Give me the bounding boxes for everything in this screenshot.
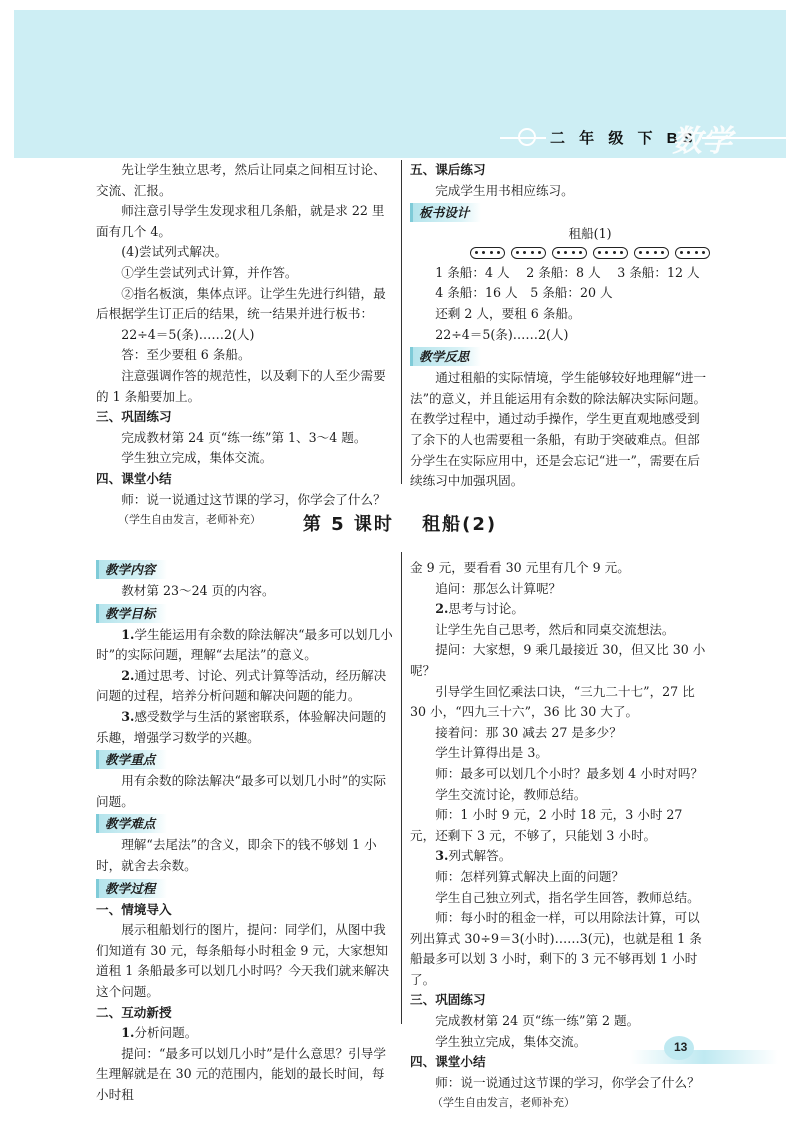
section-heading: 一、情境导入 <box>96 901 172 917</box>
board-line: 22÷4＝5(条)……2(人) <box>435 326 569 342</box>
paragraph: 先让学生独立思考，然后让同桌之间相互讨论、交流、汇报。 <box>96 162 386 198</box>
reflection-text: 通过租船的实际情境，学生能够较好地理解“进一法”的意义，并且能运用有余数的除法解决实际问题。在教学过程中，通过动手操作，学生更直观地感受到了余下的人也需要租一条船，有助于突破难点。但部分学生在实际应用中，还是会忘记“进一”，需要在后续练习中加强巩固。 <box>410 370 707 489</box>
goal-item <box>96 666 394 707</box>
grade-label: 二 年 级 下 BS <box>546 127 702 148</box>
paragraph: 师：1 小时 9 元，2 小时 18 元，3 小时 27 元，还剩下 3 元，不够了，只能划 3 小时。 <box>410 807 683 843</box>
boat-icon <box>511 247 546 259</box>
boat-icon <box>593 247 628 259</box>
boat-icon <box>634 247 669 259</box>
paragraph: ②指名板演，集体点评。让学生先进行纠错，最后根据学生订正后的结果，统一结果并进行板书： <box>96 285 386 322</box>
boats-row <box>470 247 710 259</box>
section-heading: 三、巩固练习 <box>96 409 172 425</box>
goal-number: 3. <box>121 708 135 724</box>
paragraph: 提问：“最多可以划几小时”是什么意思？引导学生理解就是在 30 元的范围内，能划的最长时间，每小时租 <box>96 1045 386 1102</box>
paragraph: 完成教材第 24 页“练一练”第 1、3～4 题。 <box>121 429 367 445</box>
paragraph: 师：说一说通过这节课的学习，你学会了什么？ <box>121 491 386 507</box>
top-left-column <box>96 160 394 531</box>
paragraph: 完成学生用书相应练习。 <box>435 182 574 198</box>
paragraph: 接着问：那 30 减去 27 是多少？ <box>435 724 622 740</box>
paragraph: 学生独立完成，集体交流。 <box>121 450 273 466</box>
page-number: 13 <box>674 1040 688 1054</box>
section-heading: 三、巩固练习 <box>410 992 486 1008</box>
paragraph: 教材第 23～24 页的内容。 <box>121 583 275 598</box>
board-line: 还剩 2 人，要租 6 条船。 <box>435 305 581 321</box>
section-heading: 五、课后练习 <box>410 162 486 177</box>
badge-board-design: 板书设计 <box>410 203 481 222</box>
board-line: 4 条船：16 人 5 条船：20 人 <box>435 285 613 301</box>
step-text: 分析问题。 <box>134 1025 198 1041</box>
top-right-column <box>410 160 710 492</box>
step-text: 思考与讨论。 <box>448 601 524 617</box>
step-item <box>96 1023 394 1044</box>
badge-reflection: 教学反思 <box>410 347 481 366</box>
step-number: 1. <box>121 1025 135 1041</box>
boat-icon <box>470 247 505 259</box>
paragraph: 学生交流讨论，教师总结。 <box>435 786 587 802</box>
goal-item <box>96 707 394 748</box>
paragraph: (4)尝试列式解决。 <box>121 244 228 260</box>
paragraph: 让学生先自己思考，然后和同桌交流想法。 <box>435 621 675 637</box>
badge-content: 教学内容 <box>96 560 167 579</box>
goal-text: 学生能运用有余数的除法解决“最多可以划几小时”的实际问题，理解“去尾法”的意义。 <box>96 626 393 663</box>
page-number-decoration <box>630 1050 778 1064</box>
step-number: 2. <box>435 601 449 617</box>
goal-item <box>96 625 394 666</box>
section-heading: 四、课堂小结 <box>410 1054 486 1070</box>
goal-text: 感受数学与生活的紧密联系，体验解决问题的乐趣，增强学习数学的兴趣。 <box>96 708 387 745</box>
badge-goals: 教学目标 <box>96 604 167 623</box>
section-heading: 四、课堂小结 <box>96 470 172 486</box>
goal-number: 2. <box>121 667 135 683</box>
bubble-icon <box>518 128 536 146</box>
paragraph: 学生独立完成，集体交流。 <box>435 1033 587 1049</box>
column-divider <box>401 160 402 484</box>
note: （学生自由发言，老师补充） <box>118 513 261 527</box>
equation: 22÷4＝5(条)……2(人) <box>121 326 255 342</box>
lesson-title: 第 5 课时 租船(2) <box>302 514 498 535</box>
paragraph: ①学生尝试列式计算，并作答。 <box>121 264 298 280</box>
badge-key-points: 教学重点 <box>96 750 167 769</box>
paragraph: 学生计算得出是 3。 <box>435 745 548 761</box>
paragraph: 提问：大家想，9 乘几最接近 30，但又比 30 小呢？ <box>410 642 706 678</box>
boat-icon <box>675 247 710 259</box>
badge-difficult-points: 教学难点 <box>96 814 167 833</box>
goal-text: 通过思考、讨论、列式计算等活动，经历解决问题的过程，培养分析问题和解决问题的能力。 <box>96 667 387 704</box>
paragraph: 注意强调作答的规范性，以及剩下的人至少需要的 1 条船要加上。 <box>96 367 386 404</box>
section-heading: 二、互动新授 <box>96 1004 172 1020</box>
board-line: 1 条船：4 人 2 条船：8 人 3 条船：12 人 <box>435 264 700 280</box>
column-divider <box>401 552 402 1024</box>
step-item <box>410 846 710 867</box>
paragraph: 师：怎样列算式解决上面的问题？ <box>435 868 625 884</box>
badge-process: 教学过程 <box>96 879 167 898</box>
step-text: 列式解答。 <box>448 848 512 864</box>
paragraph: 引导学生回忆乘法口诀，“三九二十七”，27 比 30 小，“四九三十六”，36 比 30 大了。 <box>410 683 695 720</box>
step-item <box>410 599 710 620</box>
bottom-right-column <box>410 558 710 1114</box>
goal-number: 1. <box>121 626 135 642</box>
board-title: 租船(1) <box>568 226 612 242</box>
subject-decoration: 数学 <box>672 124 732 159</box>
paragraph: 展示租船划行的图片，提问：同学们，从图中我们知道有 30 元，每条船每小时租金 9 元，大家想知道租 1 条船最多可以划几小时吗？今天我们就来解决这个问题。 <box>96 922 390 999</box>
paragraph: 追问：那怎么计算呢？ <box>435 580 562 596</box>
paragraph: 用有余数的除法解决“最多可以划几小时”的实际问题。 <box>96 773 386 809</box>
paragraph: 师：说一说通过这节课的学习，你学会了什么？ <box>435 1074 700 1090</box>
bottom-left-column <box>96 558 394 1105</box>
paragraph: 完成教材第 24 页“练一练”第 2 题。 <box>435 1013 640 1029</box>
paragraph: 理解“去尾法”的含义，即余下的钱不够划 1 小时，就舍去余数。 <box>96 837 377 873</box>
paragraph: 师注意引导学生发现求租几条船，就是求 22 里面有几个 4。 <box>96 203 385 239</box>
answer: 答：至少要租 6 条船。 <box>121 347 251 363</box>
note: （学生自由发言，老师补充） <box>432 1096 575 1110</box>
paragraph: 师：最多可以划几个小时？最多划 4 小时对吗？ <box>435 765 704 781</box>
step-number: 3. <box>435 848 449 864</box>
paragraph: 金 9 元，要看看 30 元里有几个 9 元。 <box>410 560 630 575</box>
paragraph: 师：每小时的租金一样，可以用除法计算，可以列出算式 30÷9＝3(小时)……3(元)，也就是租 1 条船最多可以划 3 小时，剩下的 3 元不够再划 1 小时了。 <box>410 910 702 987</box>
paragraph: 学生自己独立列式，指名学生回答，教师总结。 <box>435 889 700 905</box>
boat-icon <box>552 247 587 259</box>
